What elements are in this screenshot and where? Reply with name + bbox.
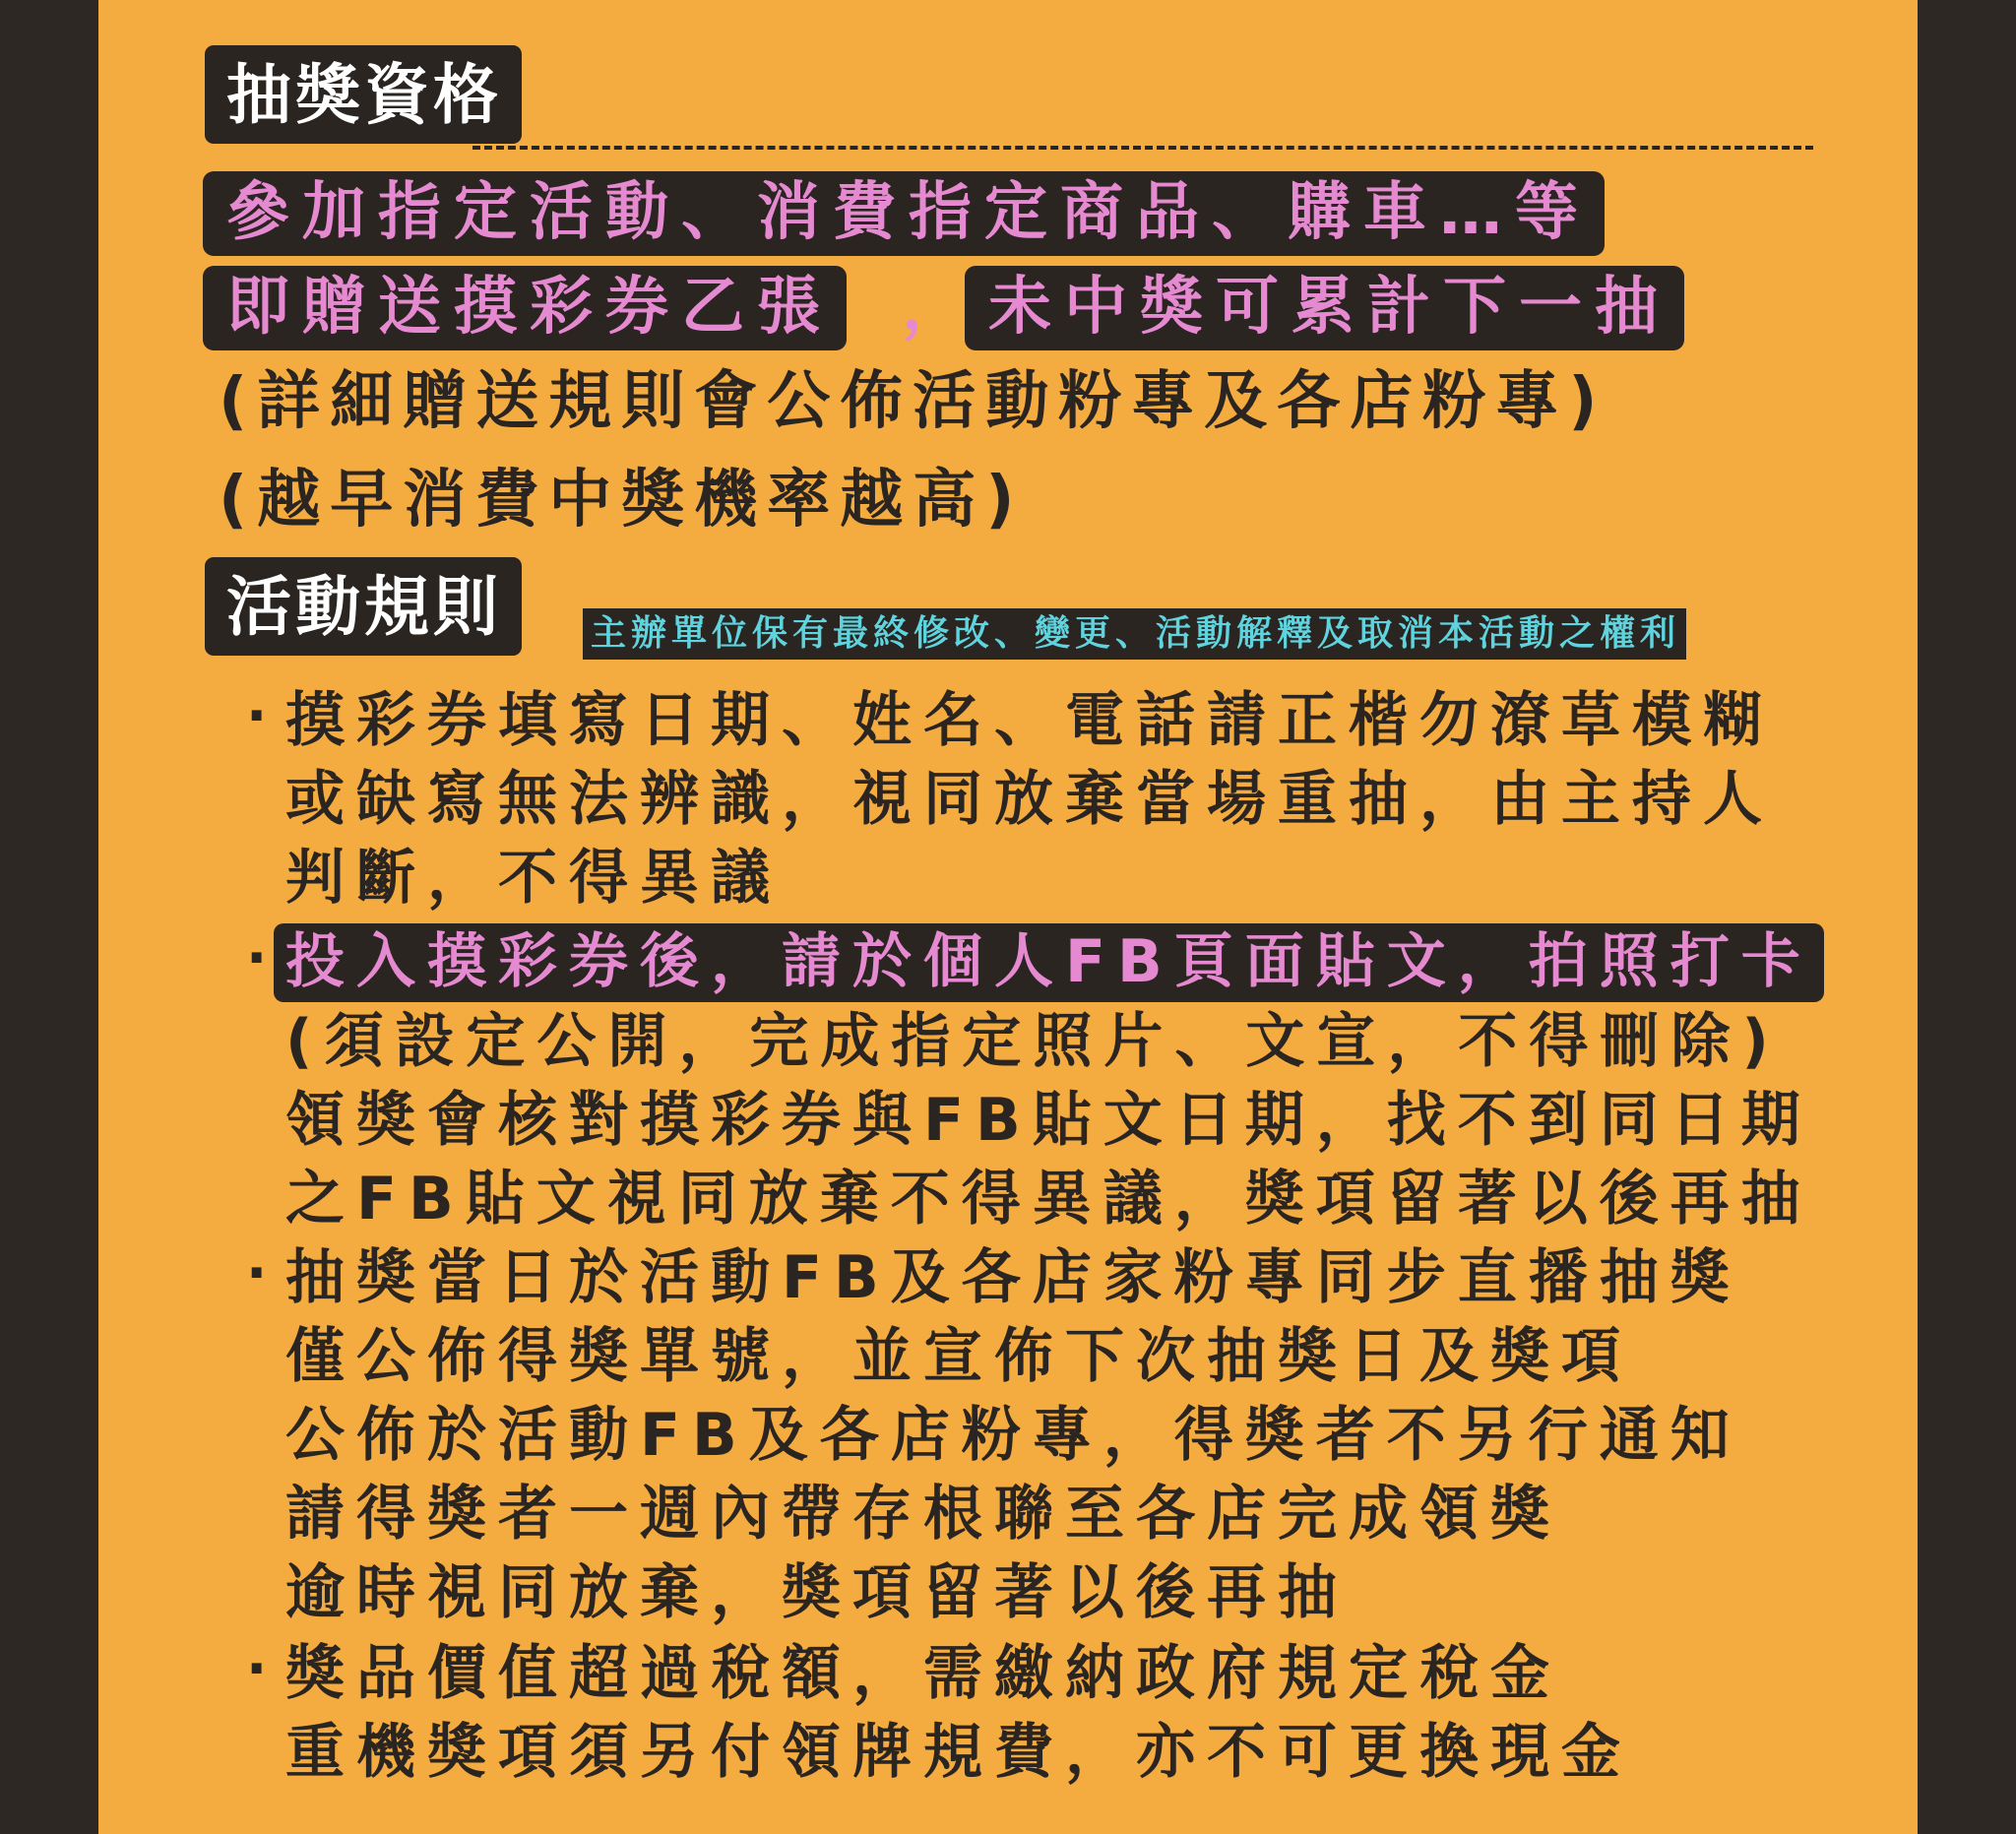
eligibility-comma: ， <box>902 271 965 344</box>
eligibility-note-line-2: (越早消費中獎機率越高) <box>219 464 1025 537</box>
bullet-icon: · <box>246 1241 268 1305</box>
dashed-divider <box>472 146 1813 150</box>
rules-heading: 活動規則 <box>205 557 522 656</box>
bullet-icon: · <box>246 1637 268 1701</box>
rule-4-line-2: 重機獎項須另付領牌規費，亦不可更換現金 <box>285 1718 1632 1787</box>
rule-2-highlight: 投入摸彩券後，請於個人FB頁面貼文，拍照打卡 <box>274 923 1824 1002</box>
bullet-icon: · <box>246 684 268 748</box>
rule-4-line-1: 獎品價值超過稅額，需繳納政府規定稅金 <box>285 1639 1561 1708</box>
rule-2-line-3: 之FB貼文視同放棄不得異議，獎項留著以後再抽 <box>285 1165 1812 1233</box>
rule-3-line-3: 公佈於活動FB及各店粉專，得獎者不另行通知 <box>285 1401 1741 1470</box>
eligibility-highlight-line-2a: 即贈送摸彩券乙張 <box>203 266 847 350</box>
eligibility-highlight-line-2b: 未中獎可累計下一抽 <box>965 266 1684 350</box>
rule-2-line-1: (須設定公開，完成指定照片、文宣，不得刪除) <box>285 1007 1781 1076</box>
rule-3-line-2: 僅公佈得獎單號，並宣佈下次抽獎日及獎項 <box>285 1322 1632 1391</box>
rule-3-line-5: 逾時視同放棄，獎項留著以後再抽 <box>285 1558 1349 1627</box>
eligibility-heading: 抽獎資格 <box>205 45 522 144</box>
organizer-rights-note: 主辦單位保有最終修改、變更、活動解釋及取消本活動之權利 <box>583 608 1686 660</box>
rule-3-line-1: 抽獎當日於活動FB及各店家粉專同步直播抽獎 <box>285 1243 1741 1312</box>
rule-3-line-4: 請得獎者一週內帶存根聯至各店完成領獎 <box>285 1480 1561 1549</box>
rule-1-line-2: 或缺寫無法辨識，視同放棄當場重抽，由主持人 <box>285 765 1774 834</box>
rule-2-line-2: 領獎會核對摸彩券與FB貼文日期，找不到同日期 <box>285 1086 1812 1155</box>
rule-1-line-3: 判斷，不得異議 <box>285 844 782 913</box>
eligibility-note-line-1: (詳細贈送規則會公佈活動粉專及各店粉專) <box>219 365 1607 438</box>
rule-1-line-1: 摸彩券填寫日期、姓名、電話請正楷勿潦草模糊 <box>285 686 1774 755</box>
bullet-icon: · <box>246 926 268 990</box>
eligibility-highlight-line-1: 參加指定活動、消費指定商品、購車…等 <box>203 171 1605 256</box>
